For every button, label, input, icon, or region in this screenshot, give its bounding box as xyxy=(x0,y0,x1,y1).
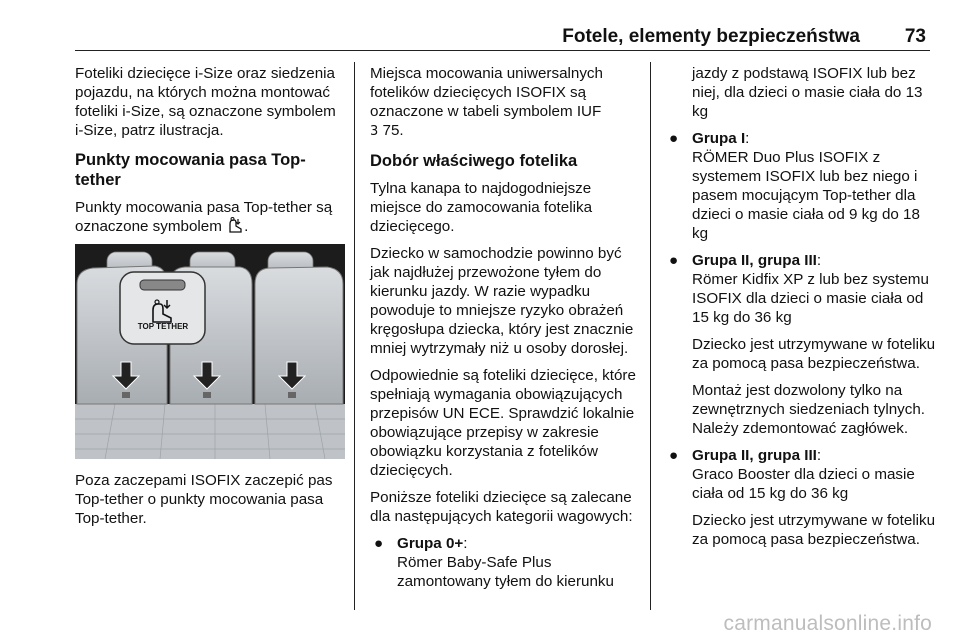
paragraph: Punkty mocowania pasa Top-tether są oznaczone symbolem . xyxy=(75,199,333,235)
paragraph: Dziecko w samochodzie powinno być jak najdłużej przewożone tyłem do kierunku jazdy. W razie wypadku powoduje to mniejsze ryzyko obrażeń kręgosłupa dziecka, który jest znacznie mniej wytrzymały niż u osoby dorosłej. xyxy=(370,245,634,357)
paragraph: Poniższe foteliki dziecięce są zalecane dla następujących kategorii wagowych: xyxy=(370,489,633,525)
column-divider xyxy=(354,62,355,610)
column-2 xyxy=(370,64,640,599)
list-item: ● Grupa I: RÖMER Duo Plus ISOFIX z systemem ISOFIX lub bez niego i pasem mocującym Top-tether dla dzieci o masie ciała od 9 kg do 18 kg xyxy=(669,130,920,242)
paragraph: Foteliki dziecięce i-Size oraz siedzenia pojazdu, na których można montować foteliki i-Size, są oznaczone symbolem i-Size, patrz ilustracja. xyxy=(75,65,336,139)
paragraph: Poza zaczepami ISOFIX zaczepić pas Top-tether o punkty mocowania pasa Top-tether. xyxy=(75,472,333,527)
column-1 xyxy=(75,64,345,536)
list-item-note: Montaż jest dozwolony tylko na zewnętrznych siedzeniach tylnych. Należy zdemontować zagłówek. xyxy=(692,382,925,437)
column-3 xyxy=(665,64,940,557)
list-item-note: Dziecko jest utrzymywane w foteliku za pomocą pasa bezpieczeństwa. xyxy=(692,512,936,548)
rear-seats-illustration xyxy=(75,244,345,459)
list-item: ● Grupa II, grupa III: Römer Kidfix XP z lub bez systemu ISOFIX dla dzieci o masie ciała od 15 kg do 36 kg Dziecko jest utrzymywane w foteliku za pomocą pasa bezpieczeństwa. Montaż jest dozwolony tylko na zewnętrznych siedzeniach tylnych. Należy zdemontować zagłówek. xyxy=(665,251,940,438)
list-item-note: Dziecko jest utrzymywane w foteliku za pomocą pasa bezpieczeństwa. xyxy=(692,336,936,372)
paragraph: Miejsca mocowania uniwersalnych fotelików dziecięcych ISOFIX są oznaczone w tabeli symbolem IUF 3 75. xyxy=(370,65,603,139)
bullet-icon: ● xyxy=(669,447,679,464)
section-title: Fotele, elementy bezpieczeństwa xyxy=(562,26,860,47)
paragraph: Odpowiednie są foteliki dziecięce, które spełniają wymagania obowiązujących przepisów UN ECE. Sprawdzić lokalnie obowiązujące przepisy w zakresie obowiązku korzystania z fotelików dziecięcych. xyxy=(370,367,636,479)
paragraph: jazdy z podstawą ISOFIX lub bez niej, dla dzieci o masie ciała do 13 kg xyxy=(692,65,923,120)
page-number: 73 xyxy=(904,26,926,47)
subheading: Punkty mocowania pasa Top-tether xyxy=(75,151,306,189)
figure-label: TOP TETHER xyxy=(137,322,189,331)
page-header xyxy=(75,18,930,51)
watermark: carmanualsonline.info xyxy=(723,612,932,635)
paragraph: Tylna kanapa to najdogodniejsze miejsce do zamocowania fotelika dziecięcego. xyxy=(370,180,593,235)
bullet-icon: ● xyxy=(669,130,679,147)
page-reference-arrow[interactable]: 3 xyxy=(370,124,379,139)
bullet-icon: ● xyxy=(669,252,679,269)
subheading: Dobór właściwego fotelika xyxy=(370,152,578,170)
list-item: ● Grupa II, grupa III: Graco Booster dla dzieci o masie ciała od 15 kg do 36 kg Dziecko jest utrzymywane w foteliku za pomocą pasa bezpieczeństwa. xyxy=(665,446,940,549)
list-item: ● Grupa 0+: Römer Baby-Safe Plus zamontowany tyłem do kierunku xyxy=(374,535,614,590)
bullet-icon: ● xyxy=(374,535,384,552)
column-divider xyxy=(650,62,651,610)
top-tether-symbol-icon xyxy=(226,217,244,234)
